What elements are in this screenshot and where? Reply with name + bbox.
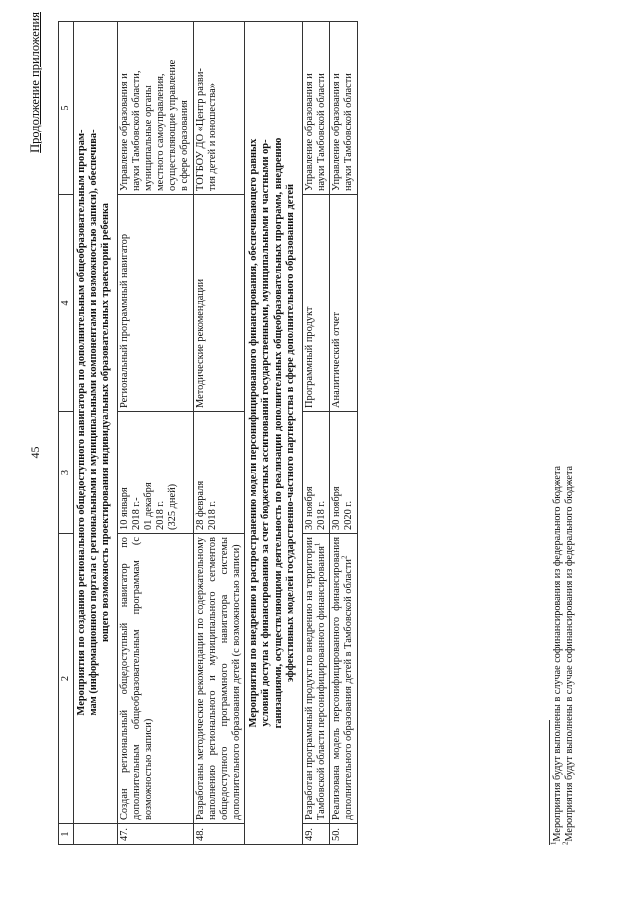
responsible-line: ТОГБОУ ДО «Центр разви- xyxy=(194,68,206,191)
deadline-line: 2018 г. xyxy=(316,500,328,530)
col-header: 5 xyxy=(59,22,74,195)
measure-text: Создан региональный общедоступный навигатор по дополнительным общеобразовательным программам (с возможностью записи) xyxy=(117,534,193,824)
responsible-line: тия детей и юношества» xyxy=(206,83,218,191)
col-header: 2 xyxy=(59,534,74,824)
measure-text: Разработан программный продукт по внедрению на территории Тамбовской области персонифицированного финансирования xyxy=(303,537,328,820)
measure-cell xyxy=(302,534,329,824)
footnote-ref: 2 xyxy=(340,555,349,560)
responsible-line: науки Тамбовской области, xyxy=(130,70,142,191)
deadline-line: 28 февраля xyxy=(194,480,206,530)
responsible-line: науки Тамбовской области xyxy=(316,73,328,191)
row-number: 50. xyxy=(330,824,357,845)
deadline-cell xyxy=(302,412,329,534)
col-header: 4 xyxy=(59,195,74,412)
table-row xyxy=(117,22,193,845)
continued-label: Продолжение приложения xyxy=(28,12,42,153)
footnote-text: Мероприятия будут выполнены в случае софинансирования из федерального бюджета xyxy=(564,465,575,842)
deadline-line: (325 дней) xyxy=(167,483,179,530)
responsible-line: местного самоуправления, xyxy=(155,73,167,191)
footnote-mark: 2 xyxy=(561,841,570,845)
measure-text: Разработаны методические рекомендации по содержательному наполнению регионального и муниципального сегментов общедоступного программного навигатора системы дополнительного образования детей (с возможностью записи) xyxy=(193,534,245,824)
deadline-line: 2018 г.- xyxy=(130,497,142,530)
result-type: Аналитический отчет xyxy=(330,195,357,412)
deadline-cell xyxy=(193,412,245,534)
responsible-cell xyxy=(302,22,329,195)
footnote-divider xyxy=(549,720,550,845)
page-number: 45 xyxy=(28,446,42,459)
section-line: Мероприятия по созданию регионального общедоступного навигатора по дополнительным общеобразовательным програм- xyxy=(76,129,87,716)
measure-cell xyxy=(330,534,357,824)
footnote-text: Мероприятия будут выполнены в случае софинансирования из федерального бюджета xyxy=(552,465,563,842)
col-header: 3 xyxy=(59,412,74,534)
row-number: 47. xyxy=(117,824,193,845)
deadline-line: 2020 г. xyxy=(343,500,355,530)
section-line: эффективных моделей государственно-частного партнерства в сфере дополнительного образования детей xyxy=(284,183,296,683)
footnote xyxy=(549,205,564,845)
deadline-line: 30 ноября xyxy=(303,486,315,530)
section-line: ющего возможность проектирования индивидуальных образовательных траекторий ребенка xyxy=(100,203,112,643)
col-header: 1 xyxy=(59,824,74,845)
responsible-cell xyxy=(330,22,357,195)
section-heading-1 xyxy=(74,22,118,824)
section-line: Мероприятия по внедрению и распространению модели персонифицированного финансирования, обеспечивающего равных xyxy=(248,138,260,728)
result-type: Региональный программный навигатор xyxy=(117,195,193,412)
footnote-ref: 1 xyxy=(313,542,322,547)
row-number: 48. xyxy=(193,824,245,845)
deadline-cell xyxy=(330,412,357,534)
section-line: условий доступа к финансированию за счет бюджетных ассигнований государственными, муниципальными и частными ор- xyxy=(260,139,272,727)
responsible-cell xyxy=(193,22,245,195)
deadline-line: 30 ноября xyxy=(331,486,343,530)
table-row xyxy=(193,22,245,845)
deadline-line: 01 декабря xyxy=(142,482,154,530)
responsible-line: в сфере образования xyxy=(179,100,191,191)
section-heading-2 xyxy=(245,22,303,845)
section-line: мам (информационного портала с региональными и муниципальными компонентами и возможностью записи), обеспечива- xyxy=(88,129,100,716)
responsible-line: осуществляющие управление xyxy=(167,59,179,191)
table-header-row xyxy=(59,22,74,845)
responsible-line: Управление образования и xyxy=(118,73,130,191)
footnotes xyxy=(549,205,576,845)
table-row xyxy=(302,22,329,845)
section-line: ганизациями, осуществляющими деятельность по реализации дополнительных общеобразовательных программ, внедрению xyxy=(272,137,284,729)
footnote xyxy=(561,205,576,845)
section-empty-cell xyxy=(74,824,118,845)
result-type: Методические рекомендации xyxy=(193,195,245,412)
section-row xyxy=(74,22,118,845)
deadline-line: 2018 г. xyxy=(155,500,167,530)
section-row xyxy=(245,22,303,845)
result-type: Программный продукт xyxy=(302,195,329,412)
deadline-line: 10 января xyxy=(118,487,130,530)
responsible-cell xyxy=(117,22,193,195)
responsible-line: Управление образования и xyxy=(303,73,315,191)
responsible-line: Управление образования и xyxy=(331,73,343,191)
measure-text: Реализована модель персонифицированного финансирования дополнительного образования детей в Тамбовской области xyxy=(331,537,355,820)
table-row xyxy=(330,22,357,845)
deadline-cell xyxy=(117,412,193,534)
row-number: 49. xyxy=(302,824,329,845)
deadline-line: 2018 г. xyxy=(206,500,218,530)
responsible-line: науки Тамбовской области xyxy=(343,73,355,191)
footnote-mark: 1 xyxy=(549,841,558,845)
measures-table xyxy=(58,21,358,845)
responsible-line: муниципальные органы xyxy=(142,85,154,191)
